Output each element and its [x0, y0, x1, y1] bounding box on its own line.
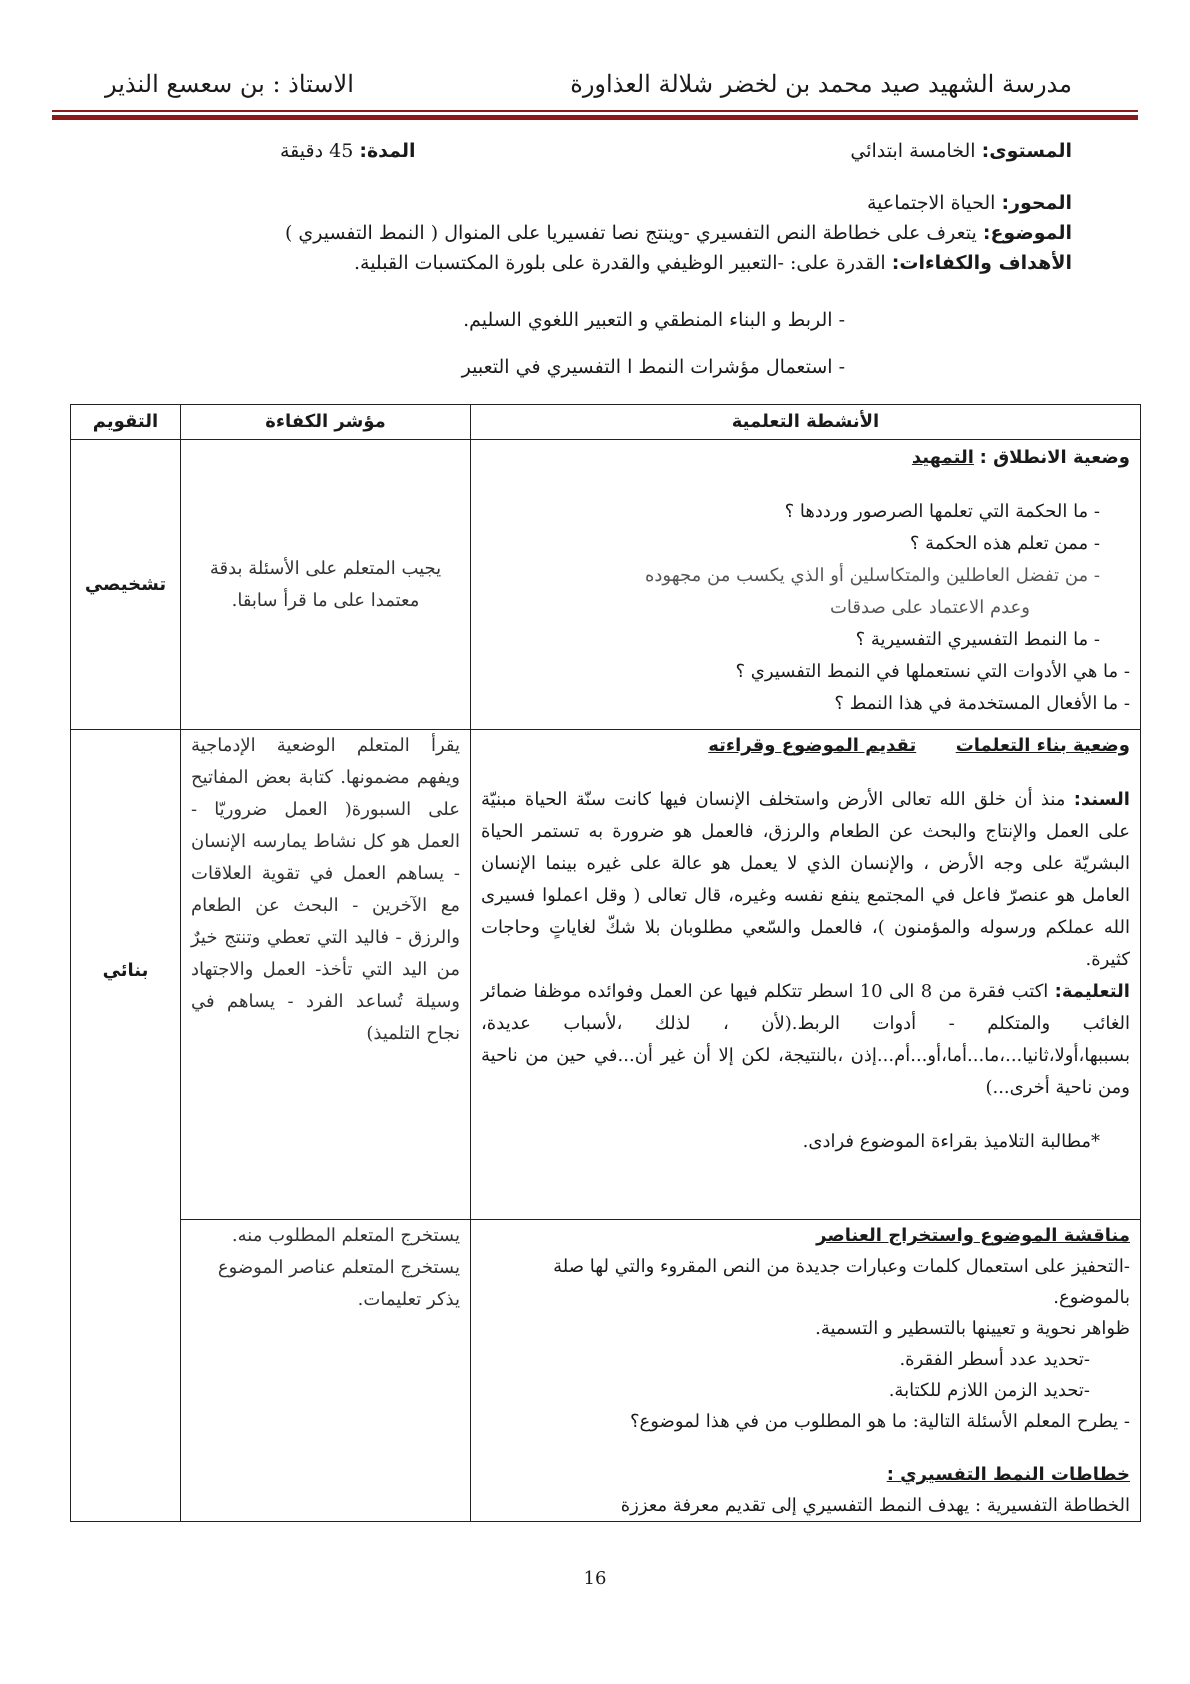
- scheme-text: الخطاطة التفسيرية : يهدف النمط التفسيري إلى تقديم معرفة معززة: [620, 1495, 1130, 1516]
- topic-line: [285, 222, 1072, 244]
- warmup-question: وعدم الاعتماد على صدقات: [829, 597, 1030, 618]
- header-divider-thin: [52, 110, 1138, 112]
- warmup-question: - من تفضل العاطلين والمتكاسلين أو الذي يكسب من مجهوده: [644, 565, 1100, 586]
- goals-value: القدرة على: -التعبير الوظيفي والقدرة على بلورة المكتسبات القبلية.: [353, 252, 886, 274]
- teacher-name: الاستاذ : بن سعسع النذير: [105, 70, 354, 98]
- discussion-line: ظواهر نحوية و تعيينها بالتسطير و التسمية.: [815, 1318, 1130, 1339]
- goal-bullet-2: - استعمال مؤشرات النمط ا التفسيري في التعبير: [461, 356, 845, 378]
- lesson-table: [70, 404, 1141, 1522]
- goals-label: الأهداف والكفاءات:: [891, 252, 1072, 274]
- topic-value: يتعرف على خطاطة النص التفسيري -وينتج نصا تفسيريا على المنوال ( النمط التفسيري ): [284, 222, 977, 244]
- discussion-line: -تحديد عدد أسطر الفقرة.: [899, 1349, 1090, 1370]
- discussion-title: مناقشة الموضوع واستخراج العناصر: [816, 1225, 1130, 1246]
- header-divider-thick: [52, 115, 1138, 120]
- discussion-indicator-line: يستخرج المتعلم عناصر الموضوع: [217, 1257, 460, 1278]
- build-activities: [471, 730, 1141, 1220]
- warmup-title: وضعية الانطلاق :: [979, 447, 1130, 468]
- topic-label: الموضوع:: [982, 222, 1072, 244]
- header-indicator: مؤشر الكفاءة: [181, 405, 471, 440]
- page-number: 16: [583, 1568, 607, 1589]
- table-row-build: [71, 730, 1141, 1220]
- table-row-warmup: [71, 440, 1141, 730]
- instruction-paragraph: [481, 976, 1130, 1104]
- goal-bullet-1: - الربط و البناء المنطقي و التعبير اللغوي السليم.: [463, 309, 845, 331]
- warmup-question: - ما الحكمة التي تعلمها الصرصور ورددها ؟: [784, 501, 1100, 522]
- sanad-paragraph: [481, 784, 1130, 976]
- discussion-line: -تحديد الزمن اللازم للكتابة.: [888, 1380, 1090, 1401]
- reading-note: *مطالبة التلاميذ بقراءة الموضوع فرادى.: [802, 1131, 1100, 1152]
- discussion-indicator-line: يذكر تعليمات.: [357, 1289, 460, 1310]
- warmup-question: - ما هي الأدوات التي نستعملها في النمط التفسيري ؟: [735, 661, 1130, 682]
- build-indicator: يقرأ المتعلم الوضعية الإدماجية ويفهم مضمونها. كتابة بعض المفاتيح على السبورة( العمل ضروريّا - العمل هو كل نشاط يمارسه الإنسان - يساهم العمل في تقوية العلاقات مع الآخرين - البحث عن الطعام والرزق - فاليد التي تعطي وتنتج خيرٌ من اليد التي تأخذ- العمل والاجتهاد وسيلة تُساعد الفرد - يساهم في نجاح التلميذ): [181, 730, 471, 1220]
- duration-label: المدة:: [359, 140, 416, 162]
- level-value: الخامسة ابتدائي: [850, 140, 976, 162]
- discussion-line: -التحفيز على استعمال كلمات وعبارات جديدة من النص المقروء والتي لها صلة بالموضوع.: [553, 1256, 1130, 1308]
- sanad-text: منذ أن خلق الله تعالى الأرض واستخلف الإنسان فيها كانت سنّة الحياة مبنيّة على العمل والإنتاج والبحث عن الطعام والرزق، فالعمل هو ضرورة به تستمر الحياة البشريّة على وجه الأرض ، والإنسان الذي لا يعمل هو عالة على غيره بينما الإنسان العامل هو عنصرّ فاعل في المجتمع ينفع نفسه وغيره، قال تعالى ( وقل اعملوا فسيرى الله عملكم ورسوله والمؤمنون )، فالعمل والسّعي مطلوبان بلا شكّ لغاياتٍ وحاجات كثيرة.: [481, 789, 1130, 970]
- scheme-title: خطاطات النمط التفسيري :: [886, 1464, 1130, 1485]
- header-activities: الأنشطة التعلمية: [471, 405, 1141, 440]
- discussion-indicator-line: يستخرج المتعلم المطلوب منه.: [231, 1225, 460, 1246]
- school-name: مدرسة الشهيد صيد محمد بن لخضر شلالة العذاورة: [570, 70, 1072, 98]
- duration-line: [280, 140, 416, 162]
- warmup-subtitle: التمهيد: [911, 447, 974, 468]
- warmup-evaluation: تشخيصي: [71, 440, 181, 730]
- axis-label: المحور:: [1001, 192, 1072, 214]
- header-evaluation: التقويم: [71, 405, 181, 440]
- build-evaluation: بنائي: [71, 730, 181, 1522]
- instruction-text: اكتب فقرة من 8 الى 10 اسطر تتكلم فيها عن العمل وفوائده موظفا ضمائر الغائب والمتكلم - أدوات الربط.(لأن ، لذلك ،لأسباب عديدة، بسببها،أولا،ثانيا...،ما...أما،أو...أم...إذن ،بالنتيجة، لكن إلا أن غير أن...في حين من ناحية ومن ناحية أخرى...): [481, 981, 1130, 1098]
- goals-line: [354, 252, 1072, 274]
- sanad-label: السند:: [1073, 789, 1130, 810]
- discussion-indicator: [181, 1220, 471, 1522]
- discussion-line: - يطرح المعلم الأسئلة التالية: ما هو المطلوب من في هذا لموضوع؟: [629, 1411, 1130, 1432]
- build-subtitle: تقديم الموضوع وقراءته: [708, 735, 917, 756]
- warmup-question: - ما الأفعال المستخدمة في هذا النمط ؟: [834, 693, 1130, 714]
- build-title: وضعية بناء التعلمات: [955, 735, 1130, 756]
- level-label: المستوى:: [981, 140, 1072, 162]
- warmup-activities: [471, 440, 1141, 730]
- table-row-discussion: [71, 1220, 1141, 1522]
- axis-line: [867, 192, 1072, 214]
- warmup-question: - ممن تعلم هذه الحكمة ؟: [909, 533, 1100, 554]
- warmup-indicator: يجيب المتعلم على الأسئلة بدقة معتمدا على ما قرأ سابقا.: [181, 440, 471, 730]
- warmup-question: - ما النمط التفسيري التفسيرية ؟: [855, 629, 1100, 650]
- discussion-activities: [471, 1220, 1141, 1522]
- instruction-label: التعليمة:: [1054, 981, 1130, 1002]
- axis-value: الحياة الاجتماعية: [866, 192, 996, 214]
- level-line: [850, 140, 1072, 162]
- duration-value: 45 دقيقة: [280, 140, 354, 162]
- table-header-row: [71, 405, 1141, 440]
